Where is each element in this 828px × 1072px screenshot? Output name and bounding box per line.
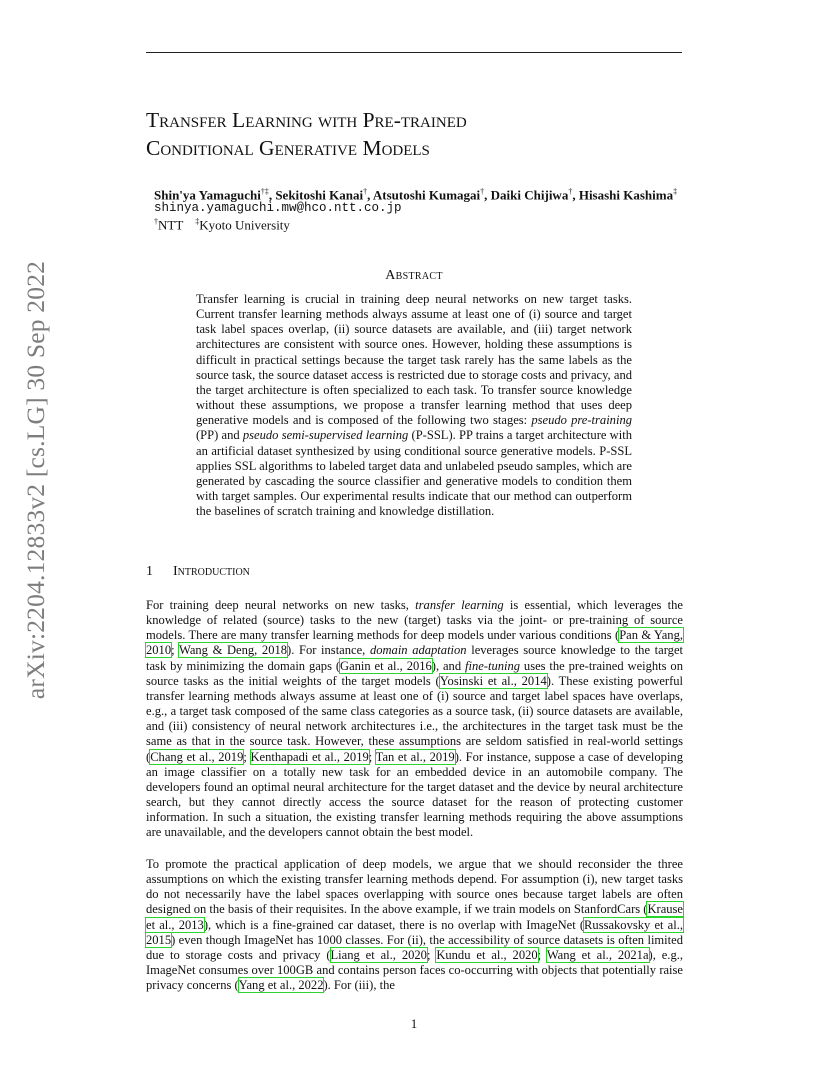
citation-link[interactable]: Wang & Deng, 2018 <box>179 643 288 658</box>
section-number: 1 <box>146 564 153 579</box>
section-heading-introduction: 1 Introduction <box>146 564 250 579</box>
emphasized-term: transfer learning <box>415 598 504 612</box>
text-run: To promote the practical application of deep models, we argue that we should reconsider the three assumptions on which the existing transfer learning methods depend. For assumption (i), new target tasks do not necessarily have the label spaces overlapping with source ones because target labels are often designed on the basis of their requisites. In the above example, if we train models on StanfordCars ( <box>146 857 683 917</box>
title-capital: M <box>362 136 382 160</box>
intro-paragraph-2 <box>146 857 683 993</box>
citation-link[interactable]: Pan & Yang, 2010 <box>146 628 683 658</box>
affiliation-mark: † <box>154 217 158 226</box>
affiliation-mark: † <box>568 187 573 196</box>
text-run: Transfer learning is crucial in training deep neural networks on new target tasks. Current transfer learning methods always assume at least one of (i) source and target task label spaces overlap, (ii) source datasets are available, and (iii) target network architectures are consistent with source ones. However, holding these assumptions is difficult in practical settings because the target task rarely has the same labels as the source task, the source dataset access is restricted due to storage costs and privacy, and the target architecture is often specialized to each task. To transfer source knowledge without these assumptions, we propose a transfer learning method that uses deep generative models and is composed of the following two stages: <box>196 292 632 428</box>
text-run: ) even though ImageNet has 1000 classes. For (ii), the accessibility of source datasets is often limited due to storage costs and privacy ( <box>146 932 683 962</box>
text-run: is essential, which leverages the knowledge of related (source) tasks to the new (target) tasks via the joint- or pre-training of source models. There are many transfer learning methods for deep models under various conditions ( <box>146 598 684 643</box>
title-capital: L <box>232 108 246 132</box>
citation-link[interactable]: Ganin et al., 2016 <box>340 658 432 673</box>
page-number: 1 <box>410 1016 418 1031</box>
title-smallcaps: re-trained <box>374 108 467 132</box>
citation-link[interactable]: Yang et al., 2022 <box>238 978 324 993</box>
citation-link[interactable]: Russakovsky et al., 2015 <box>146 917 683 947</box>
title-capital: C <box>146 136 161 160</box>
text-run: ; <box>171 643 179 658</box>
affiliation-mark: † <box>363 187 368 196</box>
affiliation-name: NTT <box>158 217 184 233</box>
citation-link[interactable]: Kundu et al., 2020 <box>436 947 538 962</box>
affiliation-mark: ‡ <box>195 217 200 226</box>
text-run: ), which is a fine-grained car dataset, there is no overlap with ImageNet ( <box>203 917 585 932</box>
text-run: ; <box>368 749 376 764</box>
title-smallcaps: earning with <box>245 108 363 132</box>
paper-title <box>146 106 706 162</box>
title-smallcaps: odels <box>381 136 430 160</box>
text-run: ; <box>426 947 437 962</box>
author-name: Daiki Chijiwa <box>490 187 569 203</box>
emphasized-term: pseudo pre-training <box>531 413 632 428</box>
title-smallcaps: onditional <box>160 136 260 160</box>
title-capital: P <box>362 108 375 132</box>
abstract-heading: Abstract <box>385 268 443 283</box>
author-list: Shin'ya Yamaguchi†‡, Sekitoshi Kanai†, Atsutoshi Kumagai†, Daiki Chijiwa†, Hisashi Kashima‡ <box>154 187 678 203</box>
citation-link[interactable]: Tan et al., 2019 <box>375 749 455 764</box>
author-name: Shin'ya Yamaguchi <box>154 187 261 203</box>
text-run: ; <box>537 947 547 962</box>
text-run: (P-SSL). PP trains a target architecture with an artificial dataset synthesized by using conditional source generative models. P-SSL applies SSL algorithms to labeled target data and unlabeled pseudo samples, which are generated by cascading the source classifier and generative models to condition them with target samples. Our experimental results indicate that our method can outperform the baselines of scratch training and knowledge distillation. <box>196 428 632 519</box>
citation-link[interactable]: Kenthapadi et al., 2019 <box>250 749 369 764</box>
affiliation-mark: †‡ <box>260 187 269 196</box>
citation-link[interactable]: Liang et al., 2020 <box>330 947 427 962</box>
text-run: ; <box>243 749 251 764</box>
text-run: ). For instance, <box>287 643 370 658</box>
affiliation-mark: ‡ <box>673 187 678 196</box>
contact-email[interactable]: shinya.yamaguchi.mw@hco.ntt.co.jp <box>154 201 402 215</box>
text-run: ). For instance, suppose a case of developing an image classifier on a totally new task for an embedded device in an automobile company. The developers found an optimal neural architecture for the target dataset and the device by neural architecture search, but they cannot directly access the source dataset for the reason of protecting customer information. In such a situation, the existing transfer learning methods requiring the above assumptions are unavailable, and the developers cannot obtain the best model. <box>146 749 683 840</box>
affiliation-mark: † <box>480 187 485 196</box>
text-run: (PP) and <box>196 428 243 443</box>
text-run: ), and <box>431 658 465 673</box>
author-name: Sekitoshi Kanai <box>275 187 364 203</box>
text-run: For training deep neural networks on new tasks, <box>146 598 416 612</box>
citation-link[interactable]: Yosinski et al., 2014 <box>439 673 547 688</box>
text-run: uses the pre-trained weights on source tasks as the initial weights of the target models ( <box>146 658 683 688</box>
title-capital: G <box>259 136 275 160</box>
arxiv-identifier[interactable]: arXiv:2204.12833v2 [cs.LG] 30 Sep 2022 <box>21 260 50 700</box>
author-name: Atsutoshi Kumagai <box>372 187 481 203</box>
citation-link[interactable]: Wang et al., 2021a <box>546 947 649 962</box>
citation-link[interactable]: Krause et al., 2013 <box>146 902 683 932</box>
top-rule <box>146 52 682 53</box>
emphasized-term: pseudo semi-supervised learning <box>242 428 409 443</box>
affiliation-name: Kyoto University <box>199 217 290 233</box>
title-capital: T <box>146 108 160 132</box>
abstract-body <box>196 292 632 519</box>
title-line-2 <box>146 134 706 162</box>
text-run: leverages source knowledge to the target task by minimizing the domain gaps ( <box>146 643 683 673</box>
emphasized-term: domain adaptation <box>369 643 467 658</box>
text-run: ). For (iii), the <box>323 978 395 993</box>
title-smallcaps: ransfer <box>159 108 233 132</box>
emphasized-term: fine-tuning <box>464 658 521 673</box>
text-run: ). These existing powerful transfer learning methods always assume at least one of (i) source and target label spaces have overlaps, e.g., a target task composed of the same class categories as a source task, (ii) source datasets are available, and (iii) consistency of neural network architectures i.e., the architectures in the target task must be the same as that in the source task. However, these assumptions are seldom satisfied in real-world settings ( <box>146 673 684 764</box>
intro-paragraph-1 <box>146 598 683 841</box>
title-line-1 <box>146 106 706 134</box>
affiliations <box>154 214 290 233</box>
author-name: Hisashi Kashima <box>578 187 674 203</box>
title-smallcaps: enerative <box>274 136 363 160</box>
text-run: ), e.g., ImageNet consumes over 100GB and contains person faces co-occurring with objects that potentially raise privacy concerns ( <box>146 947 683 993</box>
citation-link[interactable]: Chang et al., 2019 <box>150 749 244 764</box>
